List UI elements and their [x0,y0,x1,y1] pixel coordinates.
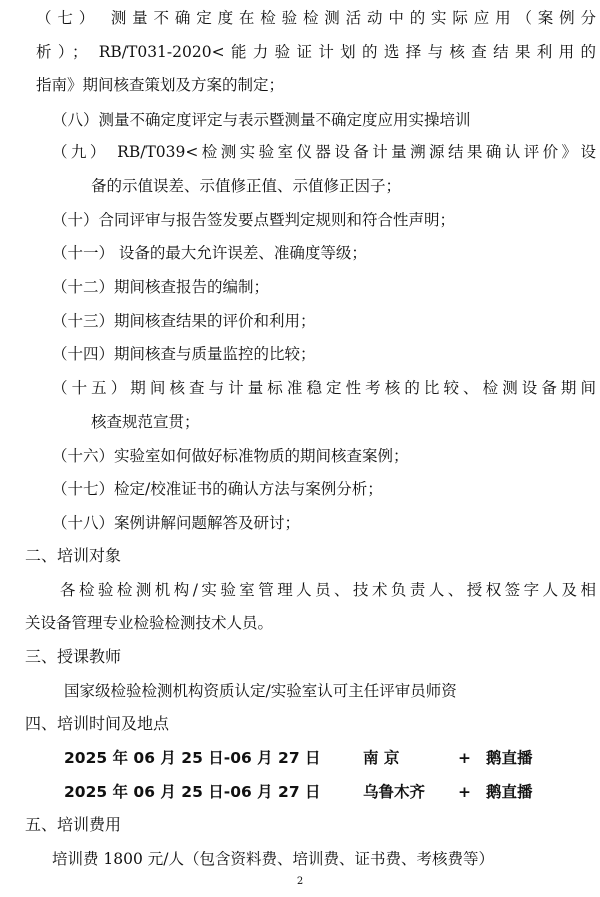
section-5-heading: 五、培训费用 [25,815,122,834]
section-3-heading: 三、授课教师 [25,647,122,666]
schedule-city: 南 京 [363,749,400,767]
item-16: （十六）实验室如何做好标准物质的期间核查案例； [52,447,409,465]
item-11: （十一） 设备的最大允许误差、准确度等级； [52,244,367,262]
item-8: （八）测量不确定度评定与表示暨测量不确定度应用实操培训 [52,111,471,129]
section-2-heading: 二、培训对象 [25,546,122,565]
schedule-mode: 鹅直播 [486,783,533,801]
schedule-plus: + [458,783,471,801]
item-13: （十三）期间核查结果的评价和利用； [52,312,316,330]
page-number: 2 [296,876,304,887]
section-5-body: 培训费 1800 元/人（包含资料费、培训费、证书费、考核费等） [52,850,495,868]
item-15-line-2: 核查规范宣贯； [91,413,200,431]
item-15-line-1: （十五）期间核查与计量标准稳定性考核的比较、检测设备期间 [52,379,596,397]
item-18: （十八）案例讲解问题解答及研讨； [52,514,301,532]
item-12: （十二）期间核查报告的编制； [52,278,270,296]
schedule-city: 乌鲁木齐 [363,783,426,801]
item-9-line-1: （九） RB/T039<检测实验室仪器设备计量溯源结果确认评价》设 [52,143,596,161]
item-17: （十七）检定/校准证书的确认方法与案例分析； [52,480,383,498]
section-4-heading: 四、培训时间及地点 [25,714,170,733]
schedule-plus: + [458,749,471,767]
item-14: （十四）期间核查与质量监控的比较； [52,345,316,363]
item-9-line-2: 备的示值误差、示值修正值、示值修正因子； [91,177,402,195]
section-2-body-line-1: 各检验检测机构/实验室管理人员、技术负责人、授权签字人及相 [60,581,596,599]
item-7-line-1: （七） 测量不确定度在检验检测活动中的实际应用（案例分 [36,9,596,27]
section-2-body-line-2: 关设备管理专业检验检测技术人员。 [25,614,274,632]
item-7-line-2: 析）； RB/T031-2020<能力验证计划的选择与核查结果利用的 [36,43,596,61]
schedule-date: 2025 年 06 月 25 日-06 月 27 日 [64,749,321,767]
item-7-line-3: 指南》期间核查策划及方案的制定； [36,76,285,94]
schedule-date: 2025 年 06 月 25 日-06 月 27 日 [64,783,321,801]
item-10: （十）合同评审与报告签发要点暨判定规则和符合性声明； [52,211,456,229]
section-3-body: 国家级检验检测机构资质认定/实验室认可主任评审员师资 [64,682,457,700]
schedule-mode: 鹅直播 [486,749,533,767]
